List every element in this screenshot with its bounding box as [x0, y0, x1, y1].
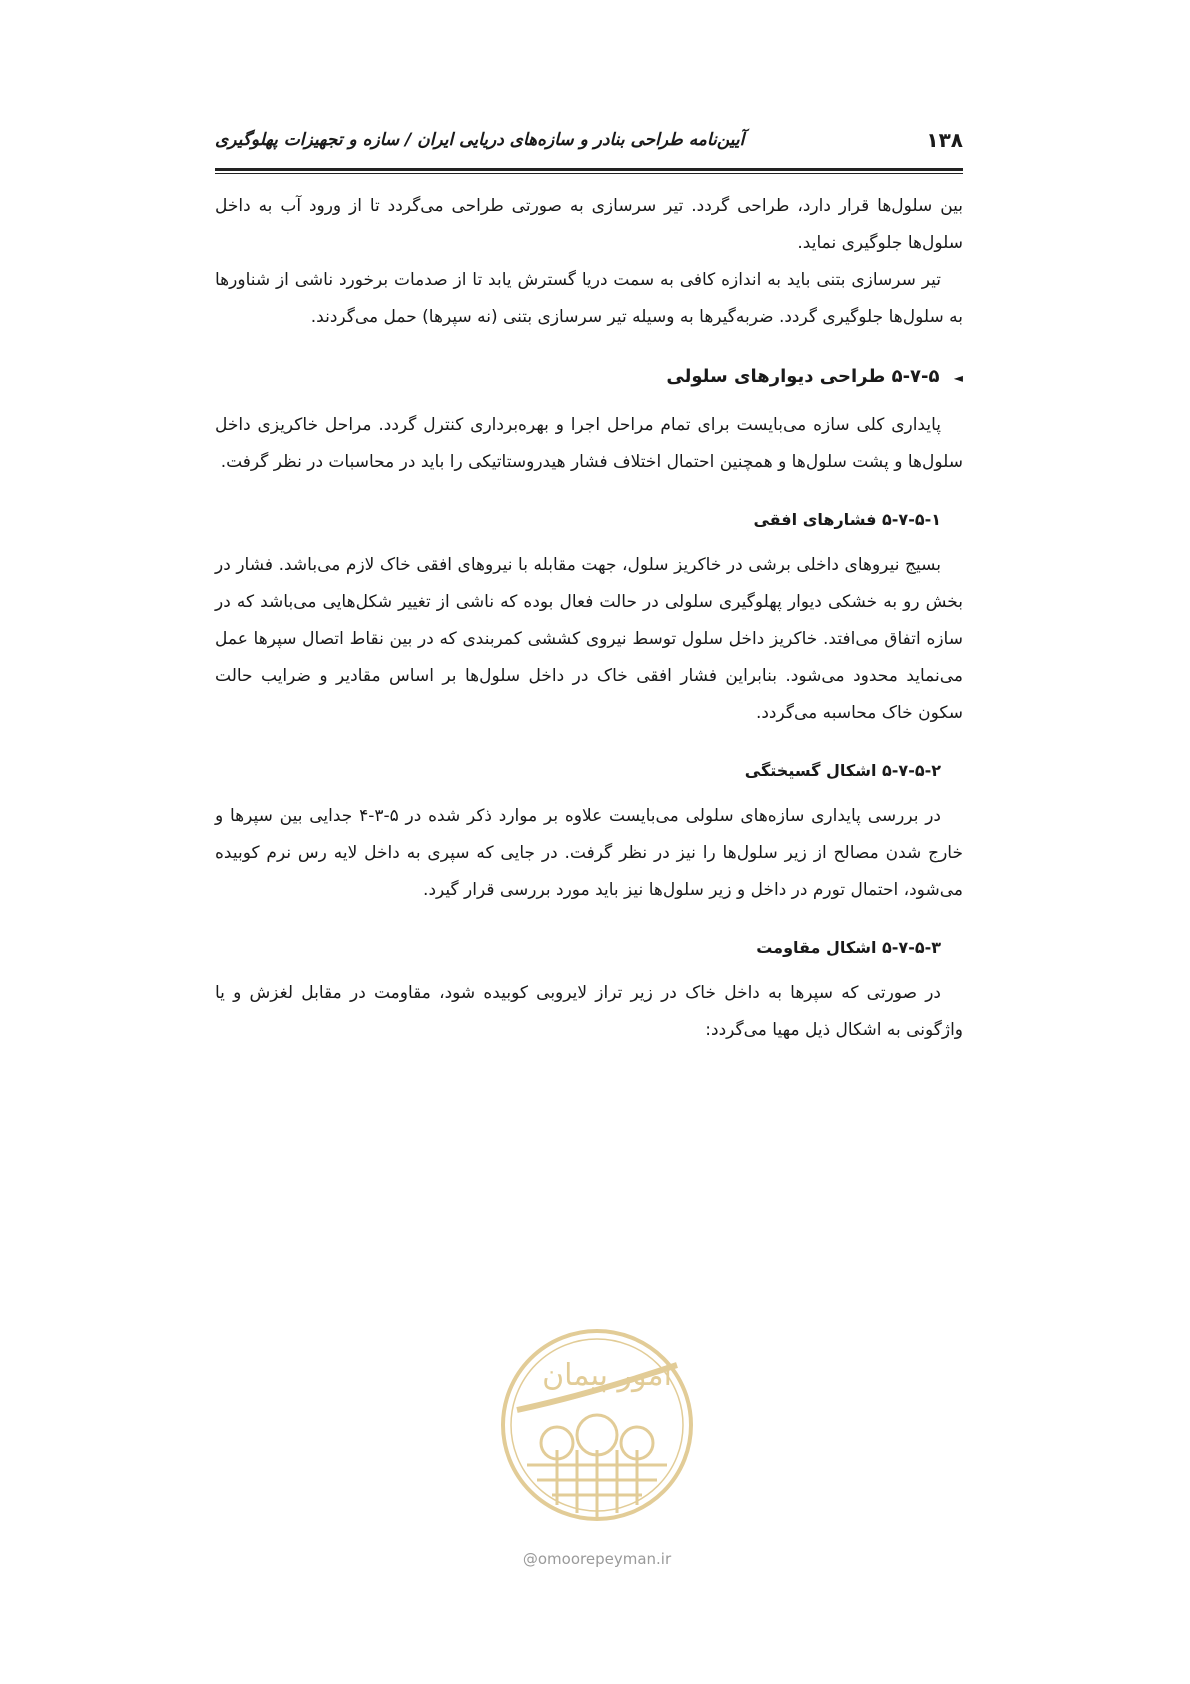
- watermark-seal-icon: [497, 1325, 697, 1525]
- paragraph-horizontal-pressure: بسیج نیروهای داخلی برشی در خاکریز سلول، جهت مقابله با نیروهای افقی خاک لازم می‌باشد. فشار در بخش رو به خشکی دیوار پهلوگیری سلولی در حالت فعال بوده که ناشی از تغییر شکل‌هایی می‌باشد که در سازه اتفاق می‌افتد. خاکریز داخل سلول توسط نیروی کششی کمربندی که در بین نقاط اتصال سپرها عمل می‌نماید محدود می‌شود. بنابراین فشار افقی خاک در داخل سلول‌ها بر اساس مقادیر و ضرایب حالت سکون خاک محاسبه می‌گردد.: [215, 555, 963, 723]
- subsection-heading-resistance-modes: ۵-۷-۵-۳ اشکال مقاومت: [756, 938, 941, 957]
- page-body: [215, 188, 963, 1049]
- page-header: [215, 128, 963, 162]
- page-number: ۱۳۸: [926, 128, 963, 152]
- seal-text: امور پیمان: [542, 1358, 672, 1393]
- paragraph-failure-modes: در بررسی پایداری سازه‌های سلولی می‌بایست علاوه بر موارد ذکر شده در ۵-۳-۴ جدایی بین سپرها و خارج شدن مصالح از زیر سلول‌ها را نیز در نظر گرفت. در جایی که سپری به داخل لایه رس نرم کوبیده می‌شود، احتمال تورم در داخل و زیر سلول‌ها نیز باید مورد بررسی قرار گیرد.: [215, 806, 963, 900]
- section-title: ۵-۷-۵ طراحی دیوارهای سلولی: [666, 366, 940, 387]
- section-heading: [215, 362, 963, 393]
- subsection-heading-failure-modes: ۵-۷-۵-۲ اشکال گسیختگی: [744, 761, 941, 780]
- paragraph-continuation: بین سلول‌ها قرار دارد، طراحی گردد. تیر سرسازی به صورتی طراحی می‌گردد تا از ورود آب به داخل سلول‌ها جلوگیری نماید.: [215, 196, 963, 253]
- running-title: آیین‌نامه طراحی بنادر و سازه‌های دریایی ایران / سازه و تجهیزات پهلوگیری: [215, 130, 745, 150]
- paragraph-concrete-cap: تیر سرسازی بتنی باید به اندازه کافی به سمت دریا گسترش یابد تا از صدمات برخورد ناشی از شناورها به سلول‌ها جلوگیری گردد. ضربه‌گیرها به وسیله تیر سرسازی بتنی (نه سپرها) حمل می‌گردند.: [215, 270, 963, 327]
- watermark-url: @omoorepeyman.ir: [522, 1550, 672, 1568]
- paragraph-section-intro: پایداری کلی سازه می‌بایست برای تمام مراحل اجرا و بهره‌برداری کنترل گردد. مراحل خاکریزی داخل سلول‌ها و پشت سلول‌ها و همچنین احتمال اختلاف فشار هیدروستاتیکی را باید در محاسبات در نظر گرفت.: [215, 415, 963, 472]
- paragraph-resistance-modes: در صورتی که سپرها به داخل خاک در زیر تراز لایروبی کوبیده شود، مقاومت در مقابل لغزش و یا واژگونی به اشکال ذیل مهیا می‌گردد:: [215, 983, 963, 1040]
- header-rule-thin: [215, 173, 963, 174]
- header-rule-thick: [215, 168, 963, 171]
- subsection-heading-horizontal-pressure: ۵-۷-۵-۱ فشارهای افقی: [753, 510, 941, 529]
- section-marker-icon: ◄: [953, 371, 963, 385]
